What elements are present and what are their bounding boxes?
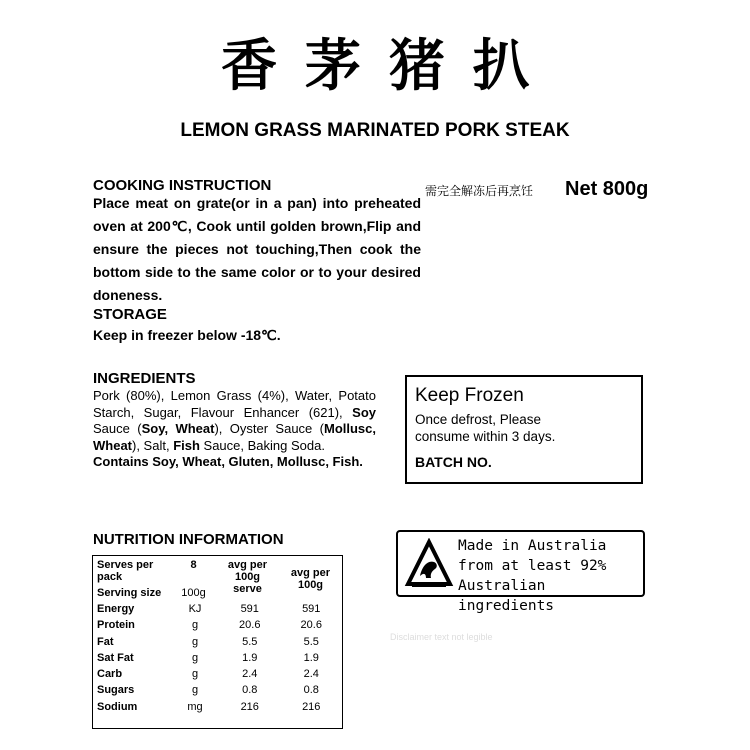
ingredients-part: ), Salt, [132,437,174,453]
nutrient-unit: g [191,651,199,664]
nutrient-name: Fat [97,635,114,648]
nutrient-per-serve: 2.4 [242,668,258,681]
keep-frozen-line2: consume within 3 days. [415,429,556,444]
cooking-heading: COOKING INSTRUCTION [93,177,272,194]
table-row [93,652,342,668]
kangaroo-triangle-logo-icon [404,538,454,590]
table-row [93,603,342,619]
column-header-serve: avg per 100g serve [227,559,268,595]
storage-text: Keep in freezer below -18℃. [93,327,281,343]
ingredients-heading: INGREDIENTS [93,370,196,387]
batch-number-label: BATCH NO. [415,454,492,470]
table-row [93,684,342,700]
storage-heading: STORAGE [93,306,167,323]
nutrient-unit: g [191,635,199,648]
origin-line3: Australian ingredients [458,578,555,614]
ingredients-part: Sauce ( [93,421,142,436]
serves-label: Serves per pack [97,559,154,583]
nutrient-per-serve: 1.9 [242,651,258,664]
nutrition-heading: NUTRITION INFORMATION [93,531,284,548]
allergen-contains-statement: Contains Soy, Wheat, Gluten, Mollusc, Fish. [93,454,363,469]
nutrient-per-serve: 0.8 [242,684,258,697]
nutrient-per-100g: 1.9 [303,651,319,664]
nutrient-unit: KJ [188,603,202,615]
origin-text [458,536,643,616]
allergen-soy-wheat: Soy, Wheat [141,421,215,436]
nutrient-name: Carb [97,668,123,681]
keep-frozen-box [405,375,643,484]
table-row [93,701,342,717]
ingredients-part: Sauce, Baking Soda. [199,437,325,453]
nutrient-unit: mg [187,700,203,713]
ingredients-part: ), Oyster Sauce ( [214,421,324,436]
nutrient-unit: g [191,619,199,632]
serving-size-value: 100g [181,587,206,599]
allergen-mollusc-wheat: Mollusc, Wheat [93,421,377,453]
nutrition-values-table [93,603,342,717]
origin-line2: from at least 92% [458,558,607,574]
column-header-100g: avg per 100g [290,567,331,591]
faint-disclaimer: Disclaimer text not legible [390,632,493,642]
keep-frozen-title: Keep Frozen [415,385,524,406]
nutrient-name: Energy [97,603,135,615]
ingredients-part: Pork (80%), Lemon Grass (4%), Water, Potato Starch, Sugar, Flavour Enhancer (621), [93,388,376,420]
ingredients-text [93,388,376,471]
nutrient-per-serve: 216 [240,700,259,713]
nutrition-table [93,559,342,599]
thaw-note: 需完全解冻后再烹饪 [425,184,534,198]
chinese-product-title: 香茅猪扒 [221,34,557,99]
nutrient-per-100g: 2.4 [303,668,319,681]
nutrition-panel [92,555,343,729]
nutrient-per-serve: 20.6 [239,619,261,632]
nutrient-per-100g: 5.5 [303,635,319,648]
nutrient-unit: g [191,684,199,697]
nutrient-per-serve: 5.5 [242,635,258,648]
nutrient-name: Sat Fat [97,651,134,664]
nutrient-per-100g: 20.6 [300,619,322,632]
english-product-title: LEMON GRASS MARINATED PORK STEAK [180,120,570,141]
cooking-text: Place meat on grate(or in a pan) into preheated oven at 200℃, Cook until golden brown,Flip and ensure the pieces not touching,Then cook the bottom side to the same color or to your desired doneness. [93,195,421,303]
serving-size-label: Serving size [97,587,162,599]
nutrient-per-100g: 591 [302,603,321,615]
nutrient-unit: g [191,668,199,681]
nutrient-per-100g: 0.8 [303,684,319,697]
origin-line1: Made in Australia [458,538,607,554]
nutrient-per-serve: 591 [240,603,259,615]
serves-value: 8 [190,559,197,571]
nutrient-per-100g: 216 [302,700,321,713]
table-row [93,636,342,652]
nutrient-name: Protein [97,619,135,632]
keep-frozen-line1: Once defrost, Please [415,412,542,427]
allergen-fish: Fish [173,437,200,453]
table-row [93,619,342,635]
table-row [93,668,342,684]
made-in-australia-box [396,530,645,614]
nutrient-name: Sugars [97,684,135,697]
allergen-soy: Soy [352,404,376,420]
net-weight: Net 800g [565,178,649,200]
table-row [93,559,342,583]
nutrient-name: Sodium [97,700,138,713]
